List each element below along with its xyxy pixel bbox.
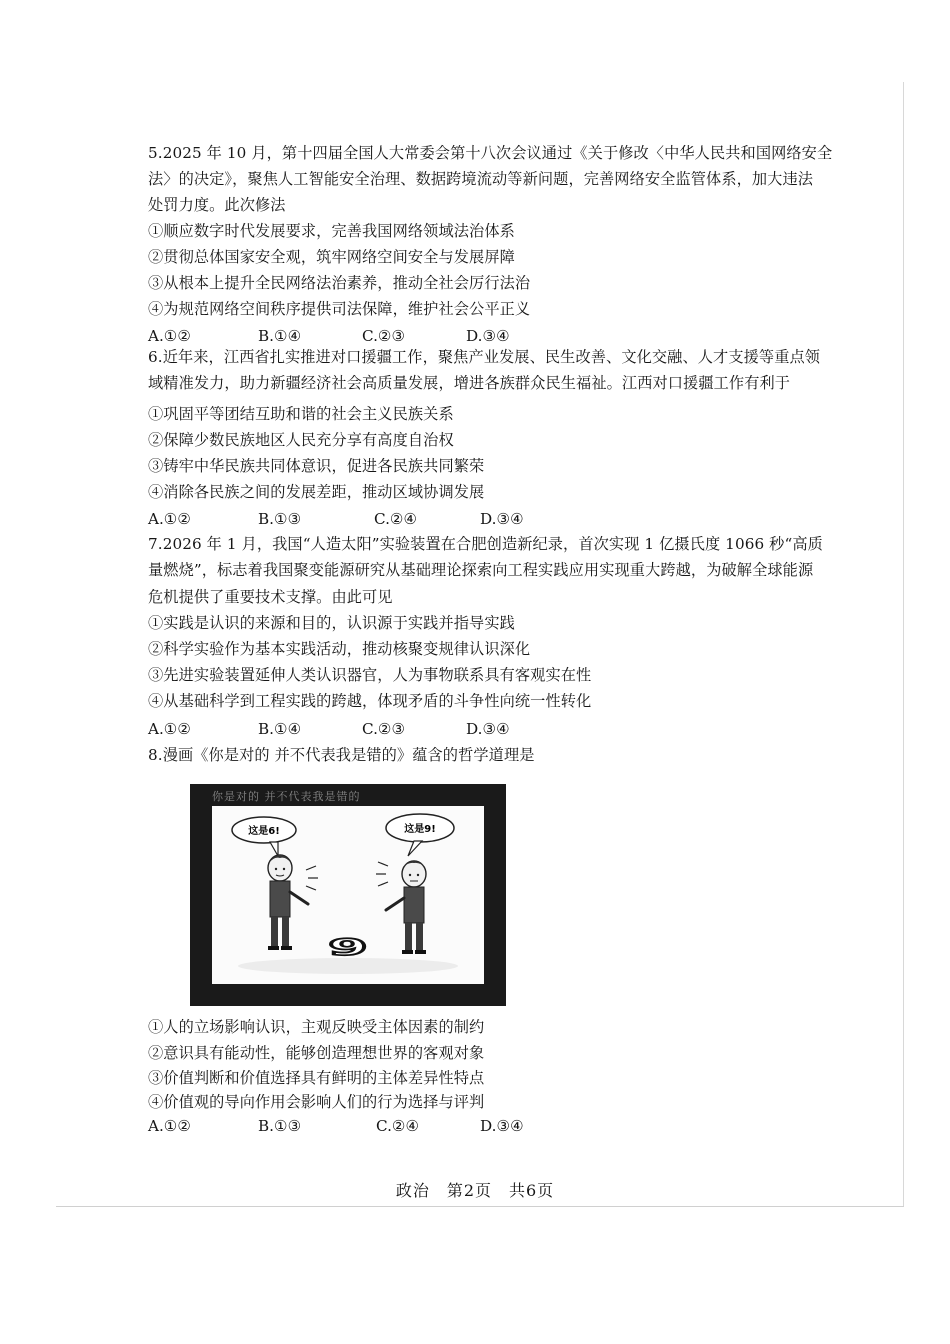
comic-illustration — [190, 784, 506, 1006]
q6-option-d: D.③④ — [480, 510, 524, 528]
q8-option-c: C.②④ — [376, 1117, 420, 1135]
floor-digit — [328, 935, 368, 961]
q7-stem-line-2: 量燃烧”，标志着我国聚变能源研究从基础理论探索向工程实践应用实现重大跨越，为破解全球能源 — [148, 561, 814, 579]
q7-stem-line-3: 危机提供了重要技术支撑。由此可见 — [148, 588, 393, 606]
q6-stem-line-1: 6.近年来，江西省扎实推进对口援疆工作，聚焦产业发展、民生改善、文化交融、人才支援等重点领 — [148, 348, 821, 366]
q5-statement-4: ④为规范网络空间秩序提供司法保障，维护社会公平正义 — [148, 300, 531, 318]
q5-option-c: C.②③ — [362, 327, 406, 345]
q6-statement-3: ③铸牢中华民族共同体意识，促进各民族共同繁荣 — [148, 457, 485, 475]
q7-statement-3: ③先进实验装置延伸人类认识器官，人为事物联系具有客观实在性 — [148, 666, 592, 684]
q5-statement-3: ③从根本上提升全民网络法治素养，推动全社会厉行法治 — [148, 274, 531, 292]
right-speech-bubble — [386, 814, 454, 856]
left-bubble-text: 这是6! — [248, 826, 280, 837]
q6-option-b: B.①③ — [258, 510, 302, 528]
page-edge-bottom — [56, 1206, 904, 1207]
q5-option-a: A.①② — [148, 327, 192, 345]
q6-option-c: C.②④ — [374, 510, 418, 528]
q7-statement-2: ②科学实验作为基本实践活动，推动核聚变规律认识深化 — [148, 640, 531, 658]
left-person-figure — [268, 855, 308, 950]
q8-statement-3: ③价值判断和价值选择具有鲜明的主体差异性特点 — [148, 1069, 485, 1087]
right-person-figure — [386, 861, 426, 954]
page-edge-right — [903, 82, 904, 1206]
q7-statement-4: ④从基础科学到工程实践的跨越，体现矛盾的斗争性向统一性转化 — [148, 692, 592, 710]
q7-statement-1: ①实践是认识的来源和目的，认识源于实践并指导实践 — [148, 614, 515, 632]
q8-statement-1: ①人的立场影响认识，主观反映受主体因素的制约 — [148, 1018, 485, 1036]
q5-statement-1: ①顺应数字时代发展要求，完善我国网络领域法治体系 — [148, 222, 515, 240]
q8-option-d: D.③④ — [480, 1117, 524, 1135]
q5-option-d: D.③④ — [466, 327, 510, 345]
right-bubble-text: 这是9! — [404, 824, 436, 835]
q8-option-a: A.①② — [148, 1117, 192, 1135]
q5-stem-line-1: 5.2025 年 10 月，第十四届全国人大常委会第十八次会议通过《关于修改〈中华人民共和国网络安全 — [148, 144, 833, 162]
q5-stem-line-2: 法〉的决定》，聚焦人工智能安全治理、数据跨境流动等新问题，完善网络安全监管体系，加大违法 — [148, 170, 814, 188]
q8-stem-line-1: 8.漫画《你是对的 并不代表我是错的》蕴含的哲学道理是 — [148, 746, 535, 764]
q7-option-b: B.①④ — [258, 720, 302, 738]
q8-option-b: B.①③ — [258, 1117, 302, 1135]
q5-statement-2: ②贯彻总体国家安全观，筑牢网络空间安全与发展屏障 — [148, 248, 515, 266]
page-footer: 政治 第2页 共6页 — [395, 1181, 555, 1200]
comic-title: 你是对的 并不代表我是错的 — [212, 790, 361, 803]
q5-option-b: B.①④ — [258, 327, 302, 345]
q6-stem-line-2: 域精准发力，助力新疆经济社会高质量发展，增进各族群众民生福祉。江西对口援疆工作有利于 — [148, 374, 791, 392]
q6-option-a: A.①② — [148, 510, 192, 528]
right-emphasis-marks — [376, 862, 388, 886]
left-speech-bubble — [232, 817, 296, 856]
q8-statement-4: ④价值观的导向作用会影响人们的行为选择与评判 — [148, 1093, 485, 1111]
floor-digit-text: 9 — [328, 934, 368, 961]
q7-option-d: D.③④ — [466, 720, 510, 738]
q7-option-c: C.②③ — [362, 720, 406, 738]
q6-statement-1: ①巩固平等团结互助和谐的社会主义民族关系 — [148, 405, 454, 423]
q6-statement-4: ④消除各民族之间的发展差距，推动区域协调发展 — [148, 483, 485, 501]
q7-option-a: A.①② — [148, 720, 192, 738]
q5-stem-line-3: 处罚力度。此次修法 — [148, 196, 286, 214]
q6-statement-2: ②保障少数民族地区人民充分享有高度自治权 — [148, 431, 454, 449]
q7-stem-line-1: 7.2026 年 1 月，我国“人造太阳”实验装置在合肥创造新纪录，首次实现 1 亿摄氏度 1066 秒“高质 — [148, 535, 823, 553]
comic-panel — [212, 806, 484, 984]
left-emphasis-marks — [306, 866, 318, 890]
comic-drawing — [212, 806, 484, 984]
q8-statement-2: ②意识具有能动性，能够创造理想世界的客观对象 — [148, 1044, 485, 1062]
